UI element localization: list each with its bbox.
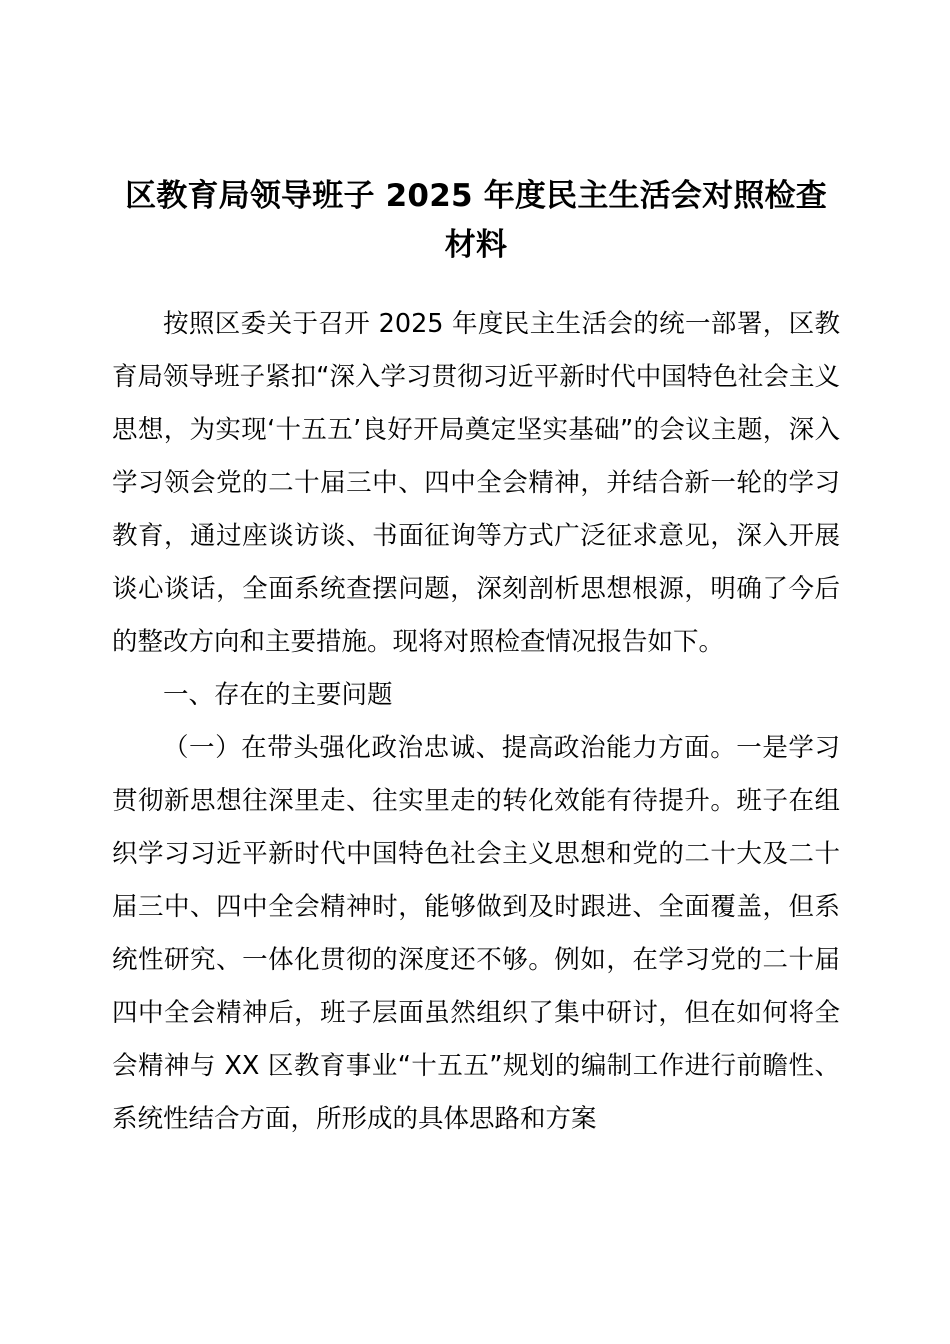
page-title: 区教育局领导班子 2025 年度民主生活会对照检查材料 xyxy=(125,178,827,263)
page-content xyxy=(112,0,840,1146)
paragraph-section-1-item-1: （一）在带头强化政治忠诚、提高政治能力方面。一是学习贯彻新思想往深里走、往实里走的转化效能有待提升。班子在组织学习习近平新时代中国特色社会主义思想和党的二十大及二十届三中、四中全会精神时，能够做到及时跟进、全面覆盖，但系统性研究、一体化贯彻的深度还不够。例如，在学习党的二十届四中全会精神后，班子层面虽然组织了集中研讨，但在如何将全会精神与 XX 区教育事业“十五五”规划的编制工作进行前瞻性、系统性结合方面，所形成的具体思路和方案 xyxy=(112,733,840,1134)
paragraph-intro: 按照区委关于召开 2025 年度民主生活会的统一部署，区教育局领导班子紧扣“深入学习贯彻习近平新时代中国特色社会主义思想，为实现‘十五五’良好开局奠定坚实基础”的会议主题，深入学习领会党的二十届三中、四中全会精神，并结合新一轮的学习教育，通过座谈访谈、书面征询等方式广泛征求意见，深入开展谈心谈话，全面系统查摆问题，深刻剖析思想根源，明确了今后的整改方向和主要措施。现将对照检查情况报告如下。 xyxy=(112,309,840,657)
document-body xyxy=(112,270,840,1146)
section-heading-1: 一、存在的主要问题 xyxy=(163,680,393,710)
